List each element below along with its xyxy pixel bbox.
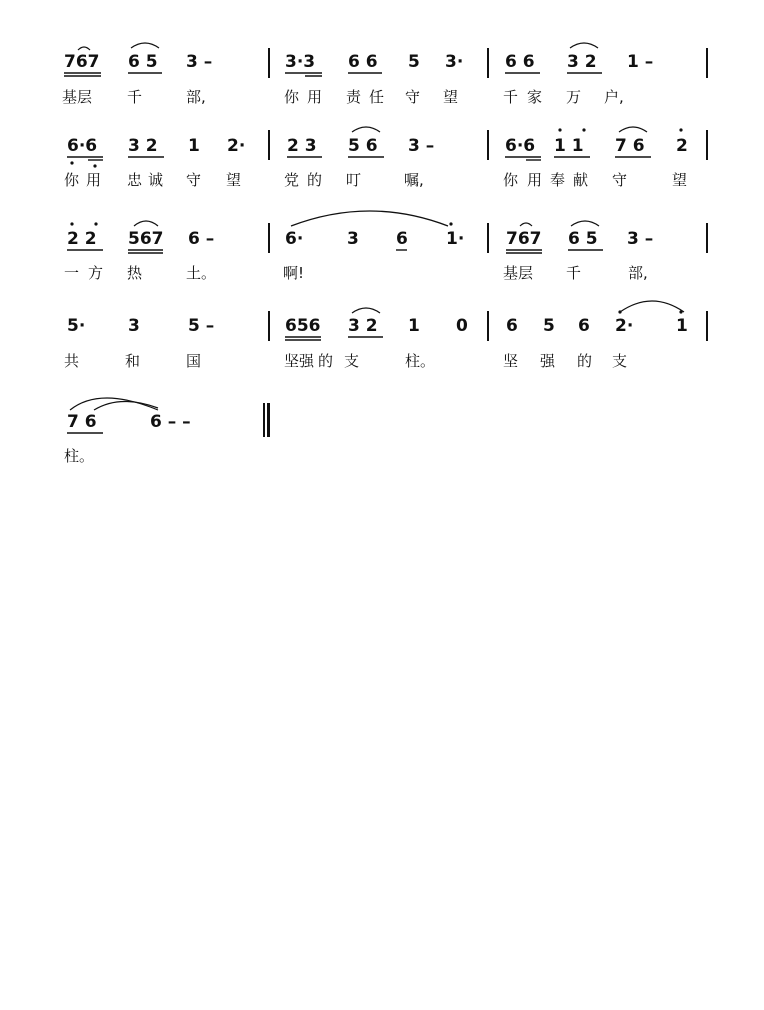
lyric: 你 (503, 171, 519, 189)
note: 3 (128, 316, 140, 336)
lyric: 忠 (127, 171, 143, 189)
lyric: 支 (612, 352, 628, 370)
high-octave-dot (449, 222, 452, 225)
lyric: 国 (186, 352, 202, 370)
note: 6· (285, 229, 304, 249)
slur (78, 47, 90, 50)
lyric: 嘱, (404, 171, 424, 189)
lyric: 共 (64, 352, 80, 370)
lyric: 守 (612, 171, 628, 189)
lyric: 啊! (283, 264, 305, 282)
note-group: 6 – – (150, 412, 191, 432)
lyric: 支 (344, 352, 360, 370)
note-group: 1 1 (554, 136, 584, 156)
note-group: 6 – (188, 229, 215, 249)
note-group: 767 (506, 229, 542, 249)
lyric: 任 (369, 88, 385, 106)
lyric: 柱。 (64, 447, 95, 465)
note: 0 (456, 316, 468, 336)
note: 1 (188, 136, 200, 156)
note-group: 767 (64, 52, 100, 72)
lyric: 强 (540, 352, 556, 370)
lyric: 用 (527, 171, 543, 189)
note-group: 1 – (627, 52, 654, 72)
slur (520, 223, 532, 226)
lyric: 望 (226, 171, 242, 189)
note: 6 (578, 316, 590, 336)
slur (131, 43, 159, 48)
high-octave-dot (582, 128, 585, 131)
lyric: 的 (577, 352, 593, 370)
lyric: 责 (346, 88, 362, 106)
low-octave-dot (93, 164, 96, 167)
note: 2· (227, 136, 246, 156)
note-group: 6 5 (128, 52, 158, 72)
note-group: 6 6 (505, 52, 535, 72)
lyric: 千 (127, 88, 143, 106)
slur (570, 43, 598, 48)
lyric: 千 (566, 264, 582, 282)
note-group: 6 6 (348, 52, 378, 72)
lyric: 望 (672, 171, 688, 189)
high-octave-dot (558, 128, 561, 131)
note-group: 6·6 (505, 136, 536, 156)
note: 3 (347, 229, 359, 249)
note: 5 (408, 52, 420, 72)
note-group: 5 – (188, 316, 215, 336)
lyric: 守 (405, 88, 421, 106)
lyric: 一 (64, 264, 80, 282)
note: 1· (446, 229, 465, 249)
note-group: 7 6 (615, 136, 645, 156)
lyric: 部, (186, 88, 206, 106)
lyric: 用 (307, 88, 323, 106)
lyric: 的 (307, 171, 323, 189)
note-group: 3 – (627, 229, 654, 249)
lyric: 献 (573, 171, 589, 189)
high-octave-dot (94, 222, 97, 225)
lyric: 万 (566, 88, 582, 106)
lyric: 家 (527, 88, 543, 106)
lyric: 你 (64, 171, 80, 189)
note: 3· (445, 52, 464, 72)
lyric: 基层 (503, 264, 534, 282)
high-octave-dot (679, 128, 682, 131)
lyric: 守 (186, 171, 202, 189)
lyric: 户, (604, 88, 624, 106)
lyric: 土。 (186, 264, 217, 282)
lyric: 用 (86, 171, 102, 189)
note: 2· (615, 316, 634, 336)
note-group: 2 2 (67, 229, 97, 249)
lyric: 奉 (550, 171, 566, 189)
slur (134, 221, 158, 226)
slur (619, 127, 647, 132)
slur (291, 211, 448, 226)
slur (352, 308, 380, 313)
lyric: 的 (318, 352, 334, 370)
note-group: 7 6 (67, 412, 97, 432)
slur (571, 221, 599, 226)
note: 1 (676, 316, 688, 336)
slur (620, 301, 684, 312)
lyric: 党 (284, 171, 300, 189)
note: 5 (543, 316, 555, 336)
lyric: 部, (628, 264, 648, 282)
lyric: 望 (443, 88, 459, 106)
note-group: 3 – (408, 136, 435, 156)
note-group: 3 2 (567, 52, 597, 72)
lyric: 方 (88, 264, 104, 282)
note-group: 3·3 (285, 52, 316, 72)
note: 6 (396, 229, 408, 249)
lyric: 坚 (503, 352, 519, 370)
lyric: 千 (503, 88, 519, 106)
note-group: 3 2 (348, 316, 378, 336)
note-group: 2 3 (287, 136, 317, 156)
note: 6 (506, 316, 518, 336)
lyric: 和 (125, 352, 141, 370)
lyric: 坚强 (284, 352, 315, 370)
lyric: 柱。 (405, 352, 436, 370)
note-group: 6 5 (568, 229, 598, 249)
note-group: 5 6 (348, 136, 378, 156)
note-group: 6·6 (67, 136, 98, 156)
slur (352, 127, 380, 132)
lyric: 热 (127, 264, 143, 282)
lyric: 基层 (62, 88, 93, 106)
note-group: 3 – (186, 52, 213, 72)
note-group: 567 (128, 229, 164, 249)
note: 2 (676, 136, 688, 156)
lyric: 你 (284, 88, 300, 106)
lyric: 诚 (148, 171, 164, 189)
note-group: 3 2 (128, 136, 158, 156)
note: 1 (408, 316, 420, 336)
note-group: 656 (285, 316, 321, 336)
low-octave-dot (70, 161, 73, 164)
high-octave-dot (70, 222, 73, 225)
lyric: 叮 (346, 171, 362, 189)
note: 5· (67, 316, 86, 336)
